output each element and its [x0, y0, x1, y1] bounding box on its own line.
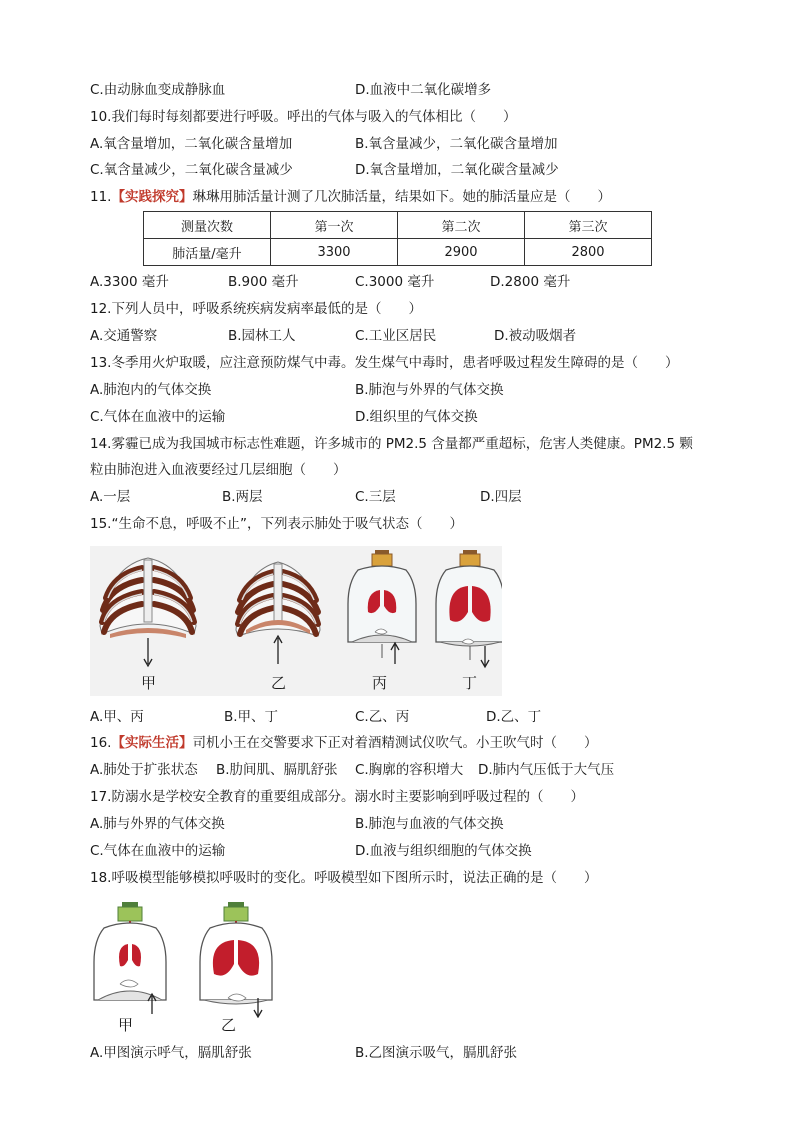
table-header-cell: 第一次	[271, 212, 398, 239]
breathing-model-jia	[94, 902, 166, 1014]
q15-option-d: D.乙、丁	[486, 709, 542, 725]
q12-option-a: A.交通警察	[90, 328, 158, 344]
q11-number: 11.	[90, 189, 112, 205]
q10-option-d: D.氧含量增加，二氧化碳含量减少	[355, 162, 559, 178]
q14-option-a: A.一层	[90, 489, 131, 505]
q11-option-a: A.3300 毫升	[90, 274, 169, 290]
q11-option-b: B.900 毫升	[228, 274, 299, 290]
model-caption-yi: 乙	[221, 1016, 237, 1034]
table-cell: 3300	[271, 239, 398, 266]
q12-option-d: D.被动吸烟者	[494, 328, 577, 344]
table-row	[144, 239, 652, 266]
figure-caption-jia: 甲	[141, 674, 157, 692]
q12-stem: 12.下列人员中，呼吸系统疾病发病率最低的是（ ）	[90, 301, 422, 317]
q9-option-c: C.由动脉血变成静脉血	[90, 82, 226, 98]
q15-option-a: A.甲、丙	[90, 709, 144, 725]
q13-option-c: C.气体在血液中的运输	[90, 409, 226, 425]
table-cell: 2800	[525, 239, 652, 266]
q12-option-b: B.园林工人	[228, 328, 296, 344]
q13-option-a: A.肺泡内的气体交换	[90, 382, 212, 398]
table-cell: 肺活量/毫升	[144, 239, 271, 266]
breathing-model-figures	[90, 900, 280, 1018]
q14-option-b: B.两层	[222, 489, 263, 505]
q11-option-d: D.2800 毫升	[490, 274, 571, 290]
q12-option-c: C.工业区居民	[355, 328, 437, 344]
q14-stem-line2: 粒由肺泡进入血液要经过几层细胞（ ）	[90, 462, 347, 478]
q15-option-b: B.甲、丁	[224, 709, 279, 725]
q13-option-b: B.肺泡与外界的气体交换	[355, 382, 504, 398]
q9-option-d: D.血液中二氧化碳增多	[355, 82, 492, 98]
q18-option-b: B.乙图演示吸气，膈肌舒张	[355, 1045, 518, 1061]
q15-stem: 15.“生命不息，呼吸不止”，下列表示肺处于吸气状态（ ）	[90, 516, 463, 532]
q17-stem: 17.防溺水是学校安全教育的重要组成部分。溺水时主要影响到呼吸过程的（ ）	[90, 789, 584, 805]
q13-stem: 13.冬季用火炉取暖，应注意预防煤气中毒。发生煤气中毒时，患者呼吸过程发生障碍的是（ ）	[90, 355, 679, 371]
q10-option-c: C.氧含量减少，二氧化碳含量减少	[90, 162, 293, 178]
q16-option-c: C.胸廓的容积增大	[355, 762, 464, 778]
figure-caption-yi: 乙	[271, 674, 287, 692]
figure-caption-ding: 丁	[462, 674, 478, 692]
q11-stem-line	[90, 187, 611, 207]
q13-option-d: D.组织里的气体交换	[355, 409, 478, 425]
q16-option-d: D.肺内气压低于大气压	[478, 762, 615, 778]
breathing-model-yi	[200, 902, 272, 1017]
table-header-cell: 测量次数	[144, 212, 271, 239]
q18-option-a: A.甲图演示呼气，膈肌舒张	[90, 1045, 252, 1061]
q14-option-c: C.三层	[355, 489, 396, 505]
q15-option-c: C.乙、丙	[355, 709, 410, 725]
q17-option-c: C.气体在血液中的运输	[90, 843, 226, 859]
q14-stem-line1: 14.雾霾已成为我国城市标志性难题，许多城市的 PM2.5 含量都严重超标，危害人类健康。PM2.5 颗	[90, 436, 693, 452]
q17-option-d: D.血液与组织细胞的气体交换	[355, 843, 532, 859]
q17-option-a: A.肺与外界的气体交换	[90, 816, 225, 832]
q10-option-a: A.氧含量增加，二氧化碳含量增加	[90, 136, 293, 152]
q11-stem: 琳琳用肺活量计测了几次肺活量，结果如下。她的肺活量应是（ ）	[192, 189, 611, 205]
lung-capacity-table	[143, 211, 652, 266]
q16-option-a: A.肺处于扩张状态	[90, 762, 198, 778]
q14-option-d: D.四层	[480, 489, 522, 505]
table-cell: 2900	[398, 239, 525, 266]
q16-number: 16.	[90, 735, 112, 751]
q10-stem: 10.我们每时每刻都要进行呼吸。呼出的气体与吸入的气体相比（ ）	[90, 109, 517, 125]
q10-option-b: B.氧含量减少，二氧化碳含量增加	[355, 136, 558, 152]
table-header-cell: 第三次	[525, 212, 652, 239]
q17-option-b: B.肺泡与血液的气体交换	[355, 816, 504, 832]
figure-caption-bing: 丙	[372, 674, 388, 692]
table-header-cell: 第二次	[398, 212, 525, 239]
q11-option-c: C.3000 毫升	[355, 274, 435, 290]
q16-stem: 司机小王在交警要求下正对着酒精测试仪吹气。小王吹气时（ ）	[192, 735, 598, 751]
q16-stem-line	[90, 733, 597, 753]
q11-tag: 【实践探究】	[111, 189, 193, 205]
q18-stem: 18.呼吸模型能够模拟呼吸时的变化。呼吸模型如下图所示时，说法正确的是（ ）	[90, 870, 598, 886]
q16-option-b: B.肋间肌、膈肌舒张	[216, 762, 338, 778]
model-caption-jia: 甲	[118, 1016, 134, 1034]
table-header-row	[144, 212, 652, 239]
q16-tag: 【实际生活】	[111, 735, 193, 751]
